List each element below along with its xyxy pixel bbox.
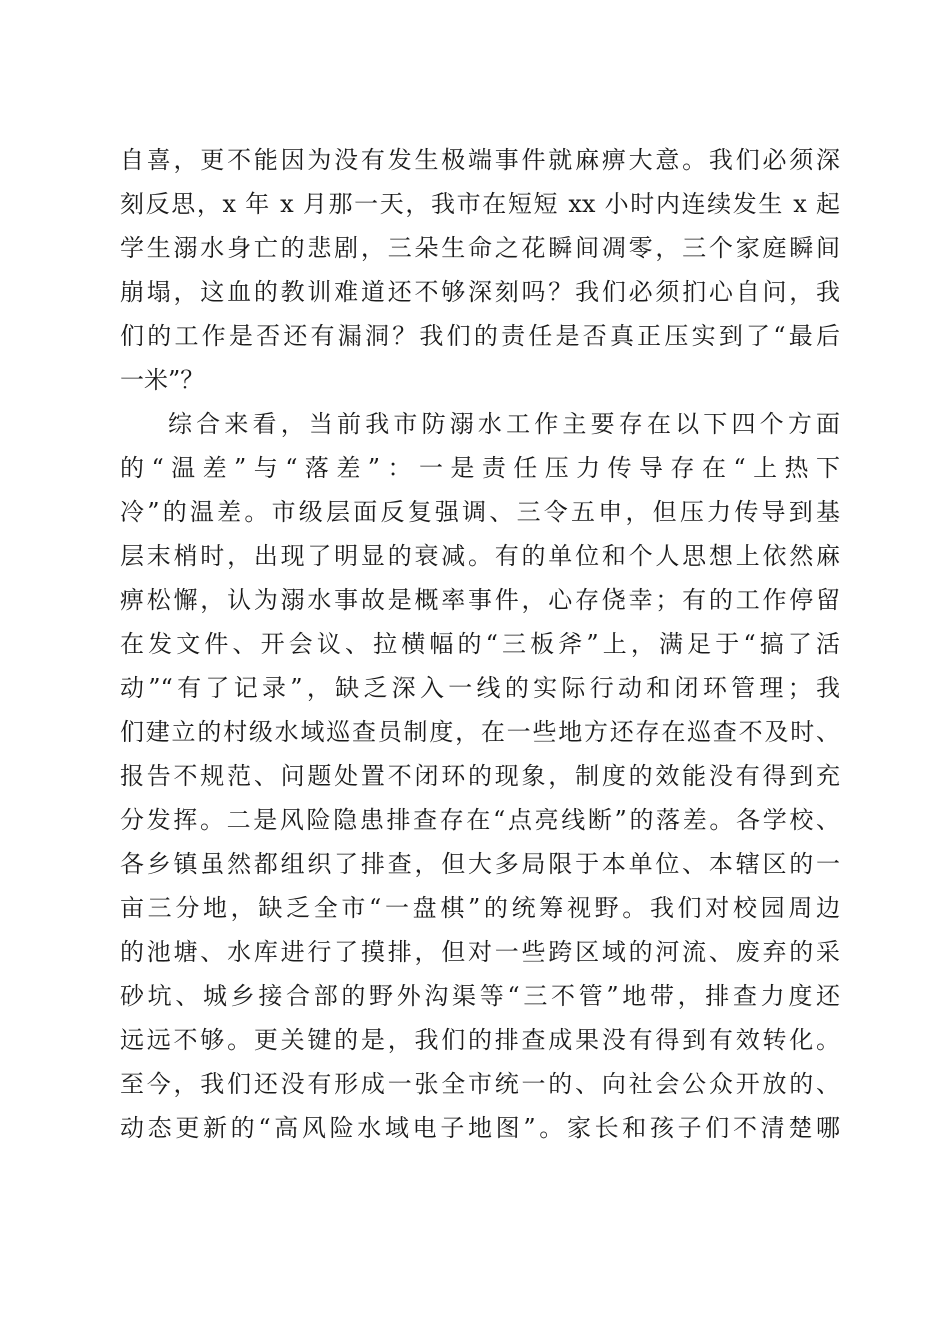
text-line: 崩塌，这血的教训难道还不够深刻吗？我们必须扪心自问，我 <box>120 278 840 306</box>
text-line: 报告不规范、问题处置不闭环的现象，制度的效能没有得到充 <box>120 762 840 790</box>
text-line: 刻反思，x 年 x 月那一天，我市在短短 xx 小时内连续发生 x 起 <box>120 190 840 218</box>
text-line: 远远不够。更关键的是，我们的排查成果没有得到有效转化。 <box>120 1026 840 1054</box>
paragraph-1 <box>120 138 840 402</box>
text-line: 亩三分地，缺乏全市“一盘棋”的统筹视野。我们对校园周边 <box>120 894 840 922</box>
text-line: 的“温差”与“落差”：一是责任压力传导存在“上热下 <box>120 454 840 482</box>
text-line: 自喜，更不能因为没有发生极端事件就麻痹大意。我们必须深 <box>120 146 840 174</box>
text-line: 动态更新的“高风险水域电子地图”。家长和孩子们不清楚哪 <box>120 1114 840 1142</box>
text-line: 的池塘、水库进行了摸排，但对一些跨区域的河流、废弃的采 <box>120 938 840 966</box>
text-line: 动”“有了记录”，缺乏深入一线的实际行动和闭环管理；我 <box>120 674 840 702</box>
paragraph-2 <box>120 402 840 1150</box>
text-line: 冷”的温差。市级层面反复强调、三令五申，但压力传导到基 <box>120 498 840 526</box>
text-line: 各乡镇虽然都组织了排查，但大多局限于本单位、本辖区的一 <box>120 850 840 878</box>
text-line: 们的工作是否还有漏洞？我们的责任是否真正压实到了“最后 <box>120 322 840 350</box>
text-line: 一米”？ <box>120 366 205 394</box>
text-line: 在发文件、开会议、拉横幅的“三板斧”上，满足于“搞了活 <box>120 630 840 658</box>
text-line: 综合来看，当前我市防溺水工作主要存在以下四个方面 <box>168 410 840 438</box>
text-line: 分发挥。二是风险隐患排查存在“点亮线断”的落差。各学校、 <box>120 806 840 834</box>
text-line: 学生溺水身亡的悲剧，三朵生命之花瞬间凋零，三个家庭瞬间 <box>120 234 840 262</box>
text-line: 们建立的村级水域巡查员制度，在一些地方还存在巡查不及时、 <box>120 718 840 746</box>
text-line: 层末梢时，出现了明显的衰减。有的单位和个人思想上依然麻 <box>120 542 840 570</box>
text-line: 痹松懈，认为溺水事故是概率事件，心存侥幸；有的工作停留 <box>120 586 840 614</box>
text-line: 砂坑、城乡接合部的野外沟渠等“三不管”地带，排查力度还 <box>120 982 840 1010</box>
body-text <box>120 138 840 1150</box>
text-line: 至今，我们还没有形成一张全市统一的、向社会公众开放的、 <box>120 1070 840 1098</box>
